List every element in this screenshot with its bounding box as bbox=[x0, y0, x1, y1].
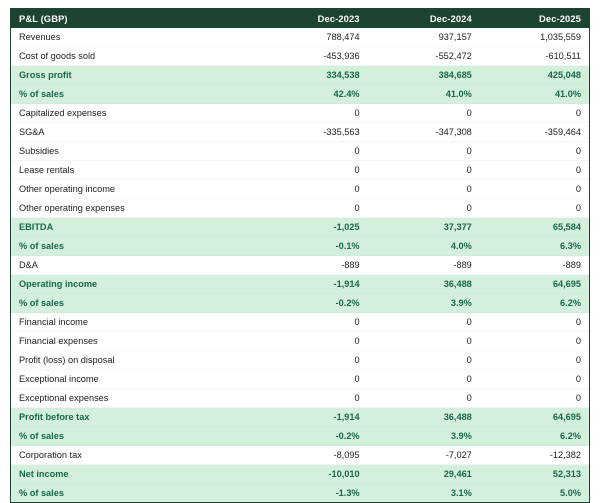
row-value: 384,685 bbox=[368, 66, 480, 85]
pnl-table-container bbox=[10, 8, 590, 503]
row-value: 0 bbox=[368, 142, 480, 161]
table-row bbox=[11, 85, 589, 104]
table-row bbox=[11, 370, 589, 389]
row-value: 788,474 bbox=[255, 28, 367, 47]
row-value: 0 bbox=[255, 332, 367, 351]
row-value: 0 bbox=[255, 104, 367, 123]
row-label: Revenues bbox=[11, 28, 255, 47]
row-value: 0 bbox=[368, 199, 480, 218]
table-row bbox=[11, 218, 589, 237]
row-value: 0 bbox=[368, 332, 480, 351]
row-value: 6.2% bbox=[480, 294, 589, 313]
row-value: 425,048 bbox=[480, 66, 589, 85]
row-value: 0 bbox=[368, 351, 480, 370]
row-label: Lease rentals bbox=[11, 161, 255, 180]
row-value: 0 bbox=[368, 161, 480, 180]
row-value: -453,936 bbox=[255, 47, 367, 66]
row-value: -10,010 bbox=[255, 465, 367, 484]
row-value: 0 bbox=[480, 142, 589, 161]
row-value: -1,914 bbox=[255, 275, 367, 294]
row-value: 0 bbox=[368, 370, 480, 389]
row-value: 0 bbox=[255, 142, 367, 161]
row-value: 0 bbox=[368, 389, 480, 408]
row-value: 52,313 bbox=[480, 465, 589, 484]
row-value: -889 bbox=[480, 256, 589, 275]
row-value: 6.2% bbox=[480, 427, 589, 446]
row-label: % of sales bbox=[11, 427, 255, 446]
row-label: Gross profit bbox=[11, 66, 255, 85]
row-value: 64,695 bbox=[480, 408, 589, 427]
table-row bbox=[11, 275, 589, 294]
row-label: Capitalized expenses bbox=[11, 104, 255, 123]
row-value: 0 bbox=[480, 370, 589, 389]
row-value: 937,157 bbox=[368, 28, 480, 47]
row-value: -1,025 bbox=[255, 218, 367, 237]
row-value: -335,563 bbox=[255, 123, 367, 142]
row-value: -359,464 bbox=[480, 123, 589, 142]
row-label: Financial expenses bbox=[11, 332, 255, 351]
row-label: % of sales bbox=[11, 294, 255, 313]
row-value: -889 bbox=[255, 256, 367, 275]
row-value: 0 bbox=[480, 351, 589, 370]
row-label: Other operating expenses bbox=[11, 199, 255, 218]
row-value: 0 bbox=[480, 199, 589, 218]
row-label: Exceptional income bbox=[11, 370, 255, 389]
row-value: 5.0% bbox=[480, 484, 589, 503]
column-header-label: P&L (GBP) bbox=[11, 9, 255, 28]
row-label: SG&A bbox=[11, 123, 255, 142]
table-row bbox=[11, 47, 589, 66]
table-row bbox=[11, 142, 589, 161]
row-value: 0 bbox=[368, 313, 480, 332]
row-value: 65,584 bbox=[480, 218, 589, 237]
table-row bbox=[11, 313, 589, 332]
row-value: 0 bbox=[480, 180, 589, 199]
row-value: 37,377 bbox=[368, 218, 480, 237]
row-value: -0.1% bbox=[255, 237, 367, 256]
row-label: Subsidies bbox=[11, 142, 255, 161]
row-value: 334,538 bbox=[255, 66, 367, 85]
row-value: 64,695 bbox=[480, 275, 589, 294]
table-row bbox=[11, 446, 589, 465]
row-value: 3.9% bbox=[368, 294, 480, 313]
row-value: 41.0% bbox=[368, 85, 480, 104]
row-label: Profit (loss) on disposal bbox=[11, 351, 255, 370]
table-row bbox=[11, 408, 589, 427]
table-header bbox=[11, 9, 589, 28]
row-value: -347,308 bbox=[368, 123, 480, 142]
row-label: EBITDA bbox=[11, 218, 255, 237]
row-value: 0 bbox=[255, 313, 367, 332]
row-value: 3.1% bbox=[368, 484, 480, 503]
row-label: Financial income bbox=[11, 313, 255, 332]
row-value: 3.9% bbox=[368, 427, 480, 446]
row-label: % of sales bbox=[11, 237, 255, 256]
row-value: 36,488 bbox=[368, 275, 480, 294]
row-label: Corporation tax bbox=[11, 446, 255, 465]
column-header-dec-2024: Dec-2024 bbox=[368, 9, 480, 28]
row-label: D&A bbox=[11, 256, 255, 275]
row-value: 41.0% bbox=[480, 85, 589, 104]
row-label: Net income bbox=[11, 465, 255, 484]
header-row bbox=[11, 9, 589, 28]
row-value: 0 bbox=[480, 332, 589, 351]
row-value: 0 bbox=[480, 104, 589, 123]
row-label: Exceptional expenses bbox=[11, 389, 255, 408]
table-row bbox=[11, 66, 589, 85]
table-row bbox=[11, 237, 589, 256]
column-header-dec-2025: Dec-2025 bbox=[480, 9, 589, 28]
row-value: -8,095 bbox=[255, 446, 367, 465]
row-label: Operating income bbox=[11, 275, 255, 294]
row-value: 0 bbox=[255, 351, 367, 370]
table-row bbox=[11, 294, 589, 313]
row-value: 0 bbox=[480, 313, 589, 332]
row-value: 6.3% bbox=[480, 237, 589, 256]
row-value: -12,382 bbox=[480, 446, 589, 465]
row-value: -889 bbox=[368, 256, 480, 275]
row-value: 0 bbox=[255, 199, 367, 218]
table-row bbox=[11, 199, 589, 218]
row-value: 0 bbox=[480, 161, 589, 180]
row-value: -610,511 bbox=[480, 47, 589, 66]
row-value: 29,461 bbox=[368, 465, 480, 484]
pnl-table bbox=[11, 9, 589, 502]
table-row bbox=[11, 465, 589, 484]
row-value: -552,472 bbox=[368, 47, 480, 66]
row-value: 0 bbox=[255, 389, 367, 408]
row-value: 0 bbox=[368, 180, 480, 199]
table-row bbox=[11, 389, 589, 408]
row-value: -0.2% bbox=[255, 427, 367, 446]
row-value: -1,914 bbox=[255, 408, 367, 427]
table-row bbox=[11, 427, 589, 446]
table-row bbox=[11, 351, 589, 370]
table-row bbox=[11, 484, 589, 503]
row-value: -7,027 bbox=[368, 446, 480, 465]
table-row bbox=[11, 123, 589, 142]
row-value: -1.3% bbox=[255, 484, 367, 503]
row-value: 1,035,559 bbox=[480, 28, 589, 47]
table-row bbox=[11, 28, 589, 47]
row-value: 0 bbox=[480, 389, 589, 408]
row-value: 4.0% bbox=[368, 237, 480, 256]
row-label: Cost of goods sold bbox=[11, 47, 255, 66]
table-row bbox=[11, 332, 589, 351]
row-value: 0 bbox=[255, 370, 367, 389]
table-row bbox=[11, 256, 589, 275]
table-row bbox=[11, 180, 589, 199]
row-value: 0 bbox=[368, 104, 480, 123]
row-label: Profit before tax bbox=[11, 408, 255, 427]
row-label: % of sales bbox=[11, 484, 255, 503]
table-row bbox=[11, 104, 589, 123]
row-value: 0 bbox=[255, 161, 367, 180]
table-row bbox=[11, 161, 589, 180]
row-label: Other operating income bbox=[11, 180, 255, 199]
row-value: 42.4% bbox=[255, 85, 367, 104]
column-header-dec-2023: Dec-2023 bbox=[255, 9, 367, 28]
row-label: % of sales bbox=[11, 85, 255, 104]
table-body bbox=[11, 28, 589, 502]
row-value: -0.2% bbox=[255, 294, 367, 313]
row-value: 0 bbox=[255, 180, 367, 199]
row-value: 36,488 bbox=[368, 408, 480, 427]
